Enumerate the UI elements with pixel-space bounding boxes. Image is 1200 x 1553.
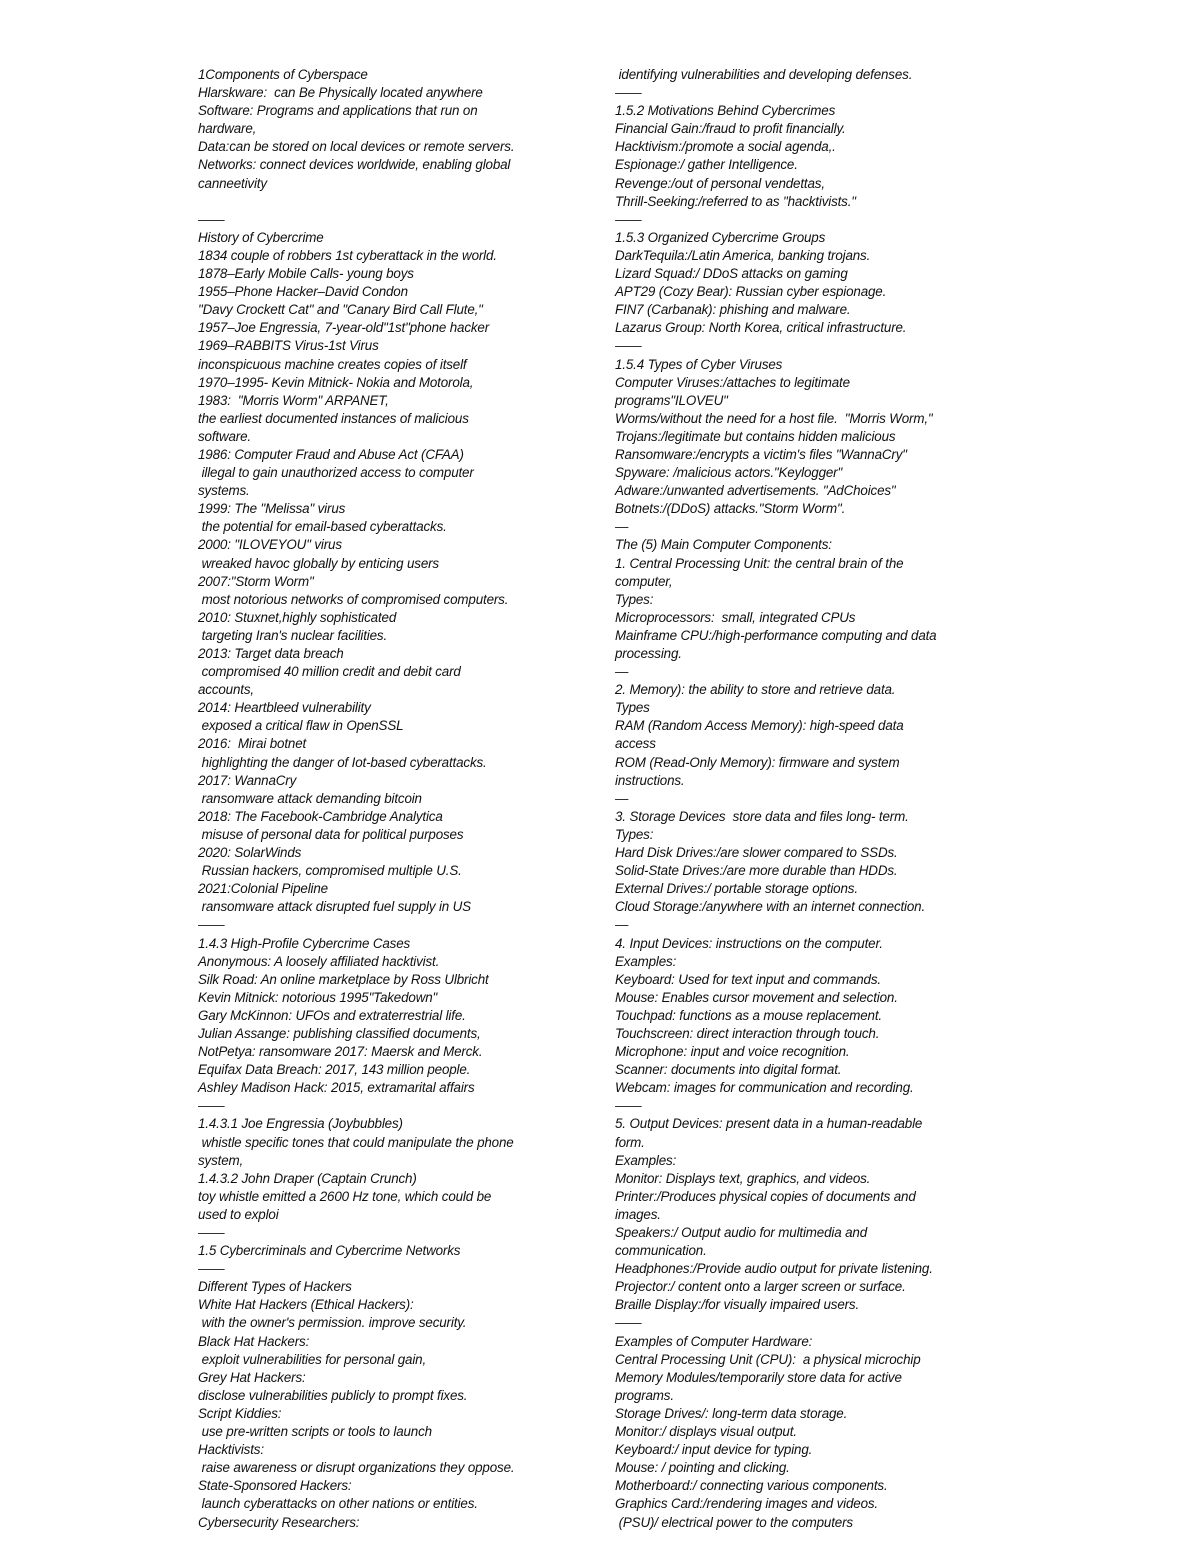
text-line: — <box>615 917 629 933</box>
text-line: 1878–Early Mobile Calls- young boys <box>198 266 414 282</box>
text-line: 2010: Stuxnet,highly sophisticated <box>198 609 397 625</box>
text-line: exploit vulnerabilities for personal gain, <box>198 1351 427 1367</box>
text-line: 1Components of Cyberspace <box>198 67 368 82</box>
text-line: State-Sponsored Hackers: <box>198 1478 352 1494</box>
text-line: — <box>615 519 629 535</box>
text-line: FIN7 (Carbanak): phishing and malware. <box>615 302 851 318</box>
text-line: NotPetya: ransomware 2017: Maersk and Merck. <box>198 1044 483 1060</box>
text-line: Headphones:/Provide audio output for private listening. <box>615 1261 933 1277</box>
text-line: Speakers:/ Output audio for multimedia and <box>615 1225 867 1240</box>
text-line: with the owner's permission. improve security. <box>198 1315 467 1331</box>
text-line: Script Kiddies: <box>198 1405 282 1421</box>
text-line: system, <box>198 1152 244 1168</box>
text-line: Gary McKinnon: UFOs and extraterrestrial life. <box>198 1007 466 1023</box>
text-line: Computer Viruses:/attaches to legitimate <box>615 374 850 390</box>
text-line: Ashley Madison Hack: 2015, extramarital affairs <box>198 1080 475 1096</box>
text-line: —— <box>615 338 642 354</box>
text-line: RAM (Random Access Memory): high-speed data <box>615 718 904 734</box>
text-line: Webcam: images for communication and recording. <box>615 1080 914 1096</box>
text-line: 1999: The "Melissa" virus <box>198 501 346 517</box>
text-line: Types: <box>615 826 654 842</box>
text-line: External Drives:/ portable storage options. <box>615 881 858 897</box>
text-line: —— <box>198 1261 225 1277</box>
text-line: Grey Hat Hackers: <box>198 1369 306 1385</box>
text-line: (PSU)/ electrical power to the computers <box>615 1514 853 1530</box>
text-line: software. <box>198 428 251 444</box>
text-line: Equifax Data Breach: 2017, 143 million people. <box>198 1062 471 1078</box>
text-line: 1.4.3.1 Joe Engressia (Joybubbles) <box>198 1116 403 1132</box>
text-line: identifying vulnerabilities and developing defenses. <box>615 67 913 82</box>
text-line: Solid-State Drives:/are more durable than HDDs. <box>615 863 898 879</box>
text-line: Monitor: Displays text, graphics, and videos. <box>615 1170 871 1186</box>
text-line: Data:can be stored on local devices or remote servers. <box>198 139 515 155</box>
text-line: 1.5.2 Motivations Behind Cybercrimes <box>615 103 836 119</box>
text-line: 2. Memory): the ability to store and retrieve data. <box>615 682 896 698</box>
text-line: systems. <box>198 483 250 499</box>
text-line: Graphics Card:/rendering images and videos. <box>615 1496 878 1512</box>
text-line: targeting Iran's nuclear facilities. <box>198 627 388 643</box>
text-line: 2013: Target data breach <box>198 646 344 661</box>
text-line: 2007:"Storm Worm" <box>198 573 314 589</box>
text-line: ROM (Read-Only Memory): firmware and system <box>615 754 900 770</box>
text-line: Projector:/ content onto a larger screen or surface. <box>615 1279 906 1295</box>
text-line: Revenge:/out of personal vendettas, <box>615 175 825 191</box>
text-line: 1834 couple of robbers 1st cyberattack in the world. <box>198 247 497 263</box>
text-line: exposed a critical flaw in OpenSSL <box>198 718 404 734</box>
text-line: 1.5 Cybercriminals and Cybercrime Networks <box>198 1243 461 1259</box>
text-line: History of Cybercrime <box>198 229 324 245</box>
text-line: 1.5.3 Organized Cybercrime Groups <box>615 229 826 245</box>
text-line: 4. Input Devices: instructions on the computer. <box>615 935 883 951</box>
text-line: APT29 (Cozy Bear): Russian cyber espionage. <box>615 284 887 300</box>
text-line: Financial Gain:/fraud to profit financially. <box>615 121 846 137</box>
text-line: communication. <box>615 1243 707 1259</box>
text-line: misuse of personal data for political purposes <box>198 826 464 842</box>
text-line: programs"ILOVEU" <box>615 392 728 408</box>
text-line: 2000: "ILOVEYOU" virus <box>198 537 342 553</box>
text-line: Adware:/unwanted advertisements. "AdChoices" <box>615 483 896 499</box>
text-line: —— <box>198 1098 225 1114</box>
text-line: canneetivity <box>198 175 267 191</box>
text-line: hardware, <box>198 121 257 137</box>
text-line: form. <box>615 1134 645 1150</box>
text-line: DarkTequila:/Latin America, banking trojans. <box>615 247 871 263</box>
text-line: computer, <box>615 573 673 589</box>
text-line: Mouse: Enables cursor movement and selection. <box>615 989 898 1005</box>
text-line: Microprocessors: small, integrated CPUs <box>615 609 856 625</box>
text-line: most notorious networks of compromised computers. <box>198 591 509 607</box>
text-line: 1955–Phone Hacker–David Condon <box>198 284 408 300</box>
text-line <box>198 193 583 211</box>
text-line: —— <box>615 1315 642 1331</box>
text-line: Braille Display:/for visually impaired users. <box>615 1297 860 1313</box>
text-line: Julian Assange: publishing classified documents, <box>198 1025 481 1041</box>
text-line: Silk Road: An online marketplace by Ross Ulbricht <box>198 971 489 987</box>
text-line: —— <box>615 1098 642 1114</box>
text-line: programs. <box>615 1387 674 1403</box>
text-line: 2016: Mirai botnet <box>198 736 307 752</box>
text-line: Types: <box>615 591 654 607</box>
text-line: disclose vulnerabilities publicly to prompt fixes. <box>198 1387 468 1403</box>
text-line: 2021:Colonial Pipeline <box>198 881 328 897</box>
text-line: 3. Storage Devices store data and files long- term. <box>615 808 909 824</box>
text-line: Examples: <box>615 1152 677 1168</box>
text-line: The (5) Main Computer Components: <box>615 537 832 553</box>
text-line: Scanner: documents into digital format. <box>615 1062 842 1078</box>
right-text-column <box>615 66 1005 1532</box>
text-line: ransomware attack demanding bitcoin <box>198 790 422 806</box>
text-line: White Hat Hackers (Ethical Hackers): <box>198 1297 414 1313</box>
text-line: Hlarskware: can Be Physically located anywhere <box>198 85 483 101</box>
text-line: Central Processing Unit (CPU): a physical microchip <box>615 1351 921 1367</box>
text-line: Botnets:/(DDoS) attacks."Storm Worm". <box>615 501 846 517</box>
text-line: ransomware attack disrupted fuel supply in US <box>198 899 471 915</box>
text-line: Keyboard:/ input device for typing. <box>615 1442 813 1458</box>
text-line: 2018: The Facebook-Cambridge Analytica <box>198 808 443 824</box>
text-line: Thrill-Seeking:/referred to as "hacktivists." <box>615 193 856 209</box>
text-line: 1957–Joe Engressia, 7-year-old"1st"phone hacker <box>198 320 490 336</box>
text-line: instructions. <box>615 772 685 788</box>
text-line: Worms/without the need for a host file. "Morris Worm," <box>615 410 933 426</box>
text-line: Touchscreen: direct interaction through touch. <box>615 1025 880 1041</box>
text-line: Memory Modules/temporarily store data for active <box>615 1369 902 1385</box>
text-line: —— <box>615 85 642 101</box>
text-line: 2014: Heartbleed vulnerability <box>198 700 371 716</box>
text-line: Black Hat Hackers: <box>198 1333 310 1349</box>
text-line: —— <box>198 211 225 227</box>
text-line: Cloud Storage:/anywhere with an internet connection. <box>615 899 926 915</box>
text-line: Russian hackers, compromised multiple U.S. <box>198 863 462 879</box>
text-line: —— <box>198 917 225 933</box>
text-line: compromised 40 million credit and debit card <box>198 664 461 680</box>
text-line: Touchpad: functions as a mouse replacement. <box>615 1007 882 1023</box>
text-line: Motherboard:/ connecting various components. <box>615 1478 888 1494</box>
text-line: Examples: <box>615 953 677 969</box>
text-line: Anonymous: A loosely affiliated hacktivist. <box>198 953 440 969</box>
text-line: illegal to gain unauthorized access to computer <box>198 465 474 481</box>
text-line: the potential for email-based cyberattacks. <box>198 519 447 535</box>
text-line: 1969–RABBITS Virus-1st Virus <box>198 338 379 354</box>
text-line: 2017: WannaCry <box>198 772 297 788</box>
text-line: 1.5.4 Types of Cyber Viruses <box>615 356 783 372</box>
text-line: 1986: Computer Fraud and Abuse Act (CFAA) <box>198 446 464 462</box>
text-line: raise awareness or disrupt organizations they oppose. <box>198 1460 515 1476</box>
text-line: "Davy Crockett Cat" and "Canary Bird Call Flute," <box>198 302 483 318</box>
text-line: Mainframe CPU:/high-performance computing and data <box>615 627 937 643</box>
text-line: accounts, <box>198 682 254 698</box>
text-line: use pre-written scripts or tools to launch <box>198 1424 432 1440</box>
text-line: Keyboard: Used for text input and commands. <box>615 971 881 987</box>
text-line: Networks: connect devices worldwide, enabling global <box>198 157 511 173</box>
text-line: Hacktivists: <box>198 1442 264 1458</box>
text-line: 1983: "Morris Worm" ARPANET, <box>198 392 389 408</box>
text-line: 1.4.3.2 John Draper (Captain Crunch) <box>198 1170 417 1186</box>
text-line: Monitor:/ displays visual output. <box>615 1424 797 1440</box>
text-line: —— <box>615 211 642 227</box>
text-line: wreaked havoc globally by enticing users <box>198 555 439 571</box>
text-line: 1970–1995- Kevin Mitnick- Nokia and Motorola, <box>198 374 474 390</box>
text-line: Software: Programs and applications that run on <box>198 103 478 119</box>
text-line: Mouse: / pointing and clicking. <box>615 1460 790 1476</box>
text-line: Kevin Mitnick: notorious 1995"Takedown" <box>198 989 438 1005</box>
text-line: Spyware: /malicious actors."Keylogger" <box>615 465 843 481</box>
text-line: Examples of Computer Hardware: <box>615 1333 813 1349</box>
text-line: Lazarus Group: North Korea, critical infrastructure. <box>615 320 907 336</box>
text-line: Printer:/Produces physical copies of documents and <box>615 1188 916 1204</box>
text-line: highlighting the danger of Iot-based cyberattacks. <box>198 754 487 770</box>
text-line: Ransomware:/encrypts a victim's files "WannaCry" <box>615 446 907 462</box>
text-line: Cybersecurity Researchers: <box>198 1514 360 1530</box>
text-line: Storage Drives/: long-term data storage. <box>615 1405 848 1421</box>
text-line: 2020: SolarWinds <box>198 845 302 861</box>
text-line: 1.4.3 High-Profile Cybercrime Cases <box>198 935 411 951</box>
text-line: Lizard Squad:/ DDoS attacks on gaming <box>615 266 848 282</box>
text-line: the earliest documented instances of malicious <box>198 410 469 426</box>
text-line: 5. Output Devices: present data in a human-readable <box>615 1116 923 1132</box>
text-line: 1. Central Processing Unit: the central brain of the <box>615 555 904 571</box>
text-line: Espionage:/ gather Intelligence. <box>615 157 798 173</box>
text-line: inconspicuous machine creates copies of itself <box>198 356 467 372</box>
left-text-column <box>198 66 583 1532</box>
text-line: access <box>615 736 656 752</box>
text-line: — <box>615 790 629 806</box>
text-line: Microphone: input and voice recognition. <box>615 1044 850 1060</box>
text-line: launch cyberattacks on other nations or entities. <box>198 1496 478 1512</box>
text-line: — <box>615 664 629 680</box>
text-line: Trojans:/legitimate but contains hidden malicious <box>615 428 896 444</box>
text-line: —— <box>198 1225 225 1240</box>
text-line: images. <box>615 1206 661 1222</box>
text-line: Types <box>615 700 650 716</box>
text-line: toy whistle emitted a 2600 Hz tone, which could be <box>198 1188 492 1204</box>
text-line: Hard Disk Drives:/are slower compared to SSDs. <box>615 845 898 861</box>
text-line: processing. <box>615 646 682 661</box>
text-line: whistle specific tones that could manipulate the phone <box>198 1134 514 1150</box>
text-line: Different Types of Hackers <box>198 1279 352 1295</box>
text-line: Hacktivism:/promote a social agenda,. <box>615 139 836 155</box>
text-line: used to exploi <box>198 1206 279 1222</box>
